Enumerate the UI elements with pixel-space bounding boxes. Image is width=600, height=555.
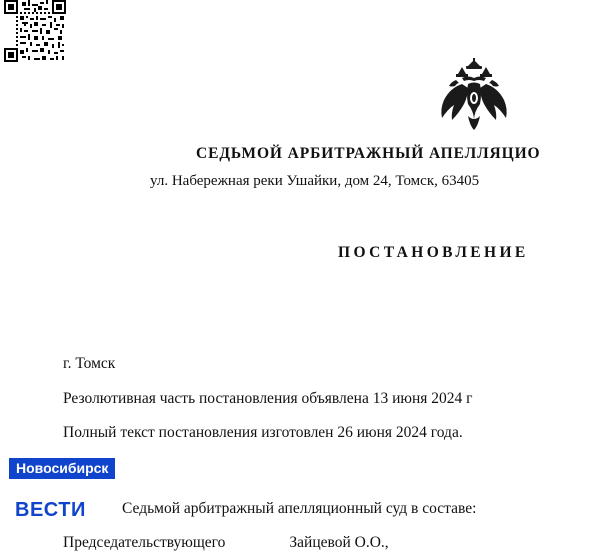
presiding-label: Председательствующего — [63, 534, 226, 551]
presiding-judge-line — [63, 534, 389, 552]
channel-logo-badge: ВЕСТИ — [9, 498, 92, 523]
russian-coat-of-arms-icon — [432, 58, 516, 138]
presiding-judge-name: Зайцевой О.О., — [289, 534, 389, 551]
resolutive-part-line: Резолютивная часть постановления объявлена 13 июня 2024 г — [63, 390, 473, 407]
qr-code-icon — [4, 0, 66, 62]
court-composition-line: Седьмой арбитражный апелляционный суд в составе: — [122, 500, 477, 517]
court-address: ул. Набережная реки Ушайки, дом 24, Томск, 63405 — [150, 173, 480, 189]
city-line: г. Томск — [63, 355, 116, 372]
region-badge: Новосибирск — [9, 458, 115, 479]
full-text-date-line: Полный текст постановления изготовлен 26 июня 2024 года. — [63, 424, 463, 441]
court-name: СЕДЬМОЙ АРБИТРАЖНЫЙ АПЕЛЛЯЦИО — [196, 145, 541, 162]
document-title: ПОСТАНОВЛЕНИЕ — [338, 244, 529, 261]
